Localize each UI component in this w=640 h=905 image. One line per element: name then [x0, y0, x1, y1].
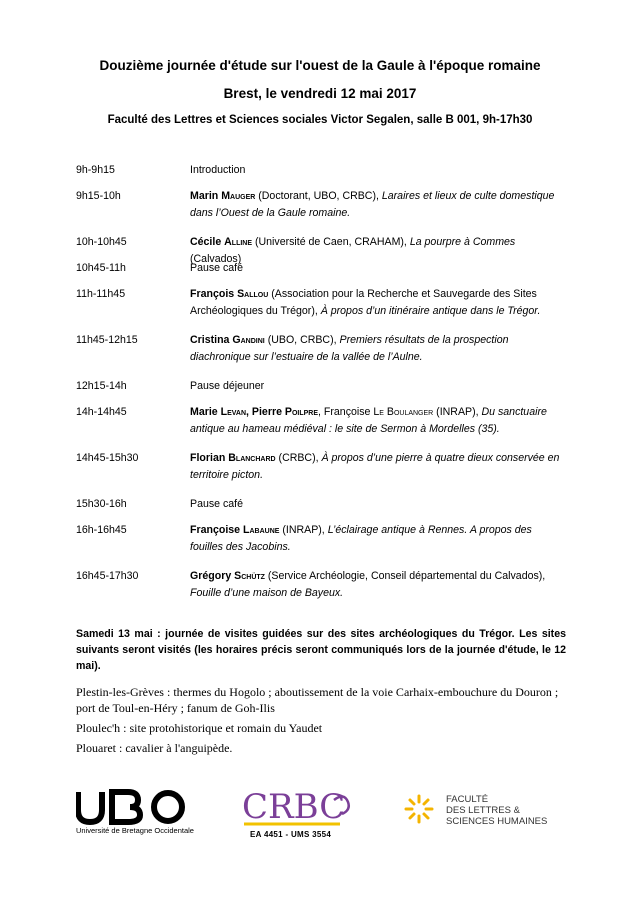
schedule-text-segment: (CRBC), — [275, 452, 322, 464]
schedule-time: 15h30-16h — [76, 498, 127, 510]
schedule-time: 10h-10h45 — [76, 236, 127, 248]
faculty-logo-text — [446, 794, 547, 827]
schedule-text-segment: Cécile — [190, 236, 225, 248]
schedule-text-segment: L’éclairage antique à Rennes. A propos des fouilles des Jacobins. — [190, 524, 532, 553]
schedule-text-segment: Cristina — [190, 334, 233, 346]
visit-plestin: Plestin-les-Grèves : thermes du Hogolo ; aboutissement de la voie Carhaix-embouchure du Douron ; port de Toul-en-Héry ; fanum de Goh-Ilis — [76, 685, 559, 715]
schedule-time: 14h-14h45 — [76, 406, 127, 418]
schedule-time: 16h-16h45 — [76, 524, 127, 536]
schedule-text-segment: Fouille d’une maison de Bayeux. — [190, 587, 344, 599]
schedule-description — [190, 162, 560, 179]
schedule-text-segment: Pause café — [190, 498, 244, 510]
schedule-text-segment: Mauger — [221, 190, 256, 202]
schedule-text-segment: , Pierre — [246, 406, 285, 418]
schedule-time: 9h-9h15 — [76, 164, 115, 176]
visit-plouaret: Plouaret : cavalier à l'anguipède. — [76, 741, 233, 755]
schedule-text-segment: Pause déjeuner — [190, 380, 265, 392]
schedule-description — [190, 188, 560, 222]
schedule-text-segment: Schütz — [234, 570, 265, 582]
schedule-time: 10h45-11h — [76, 262, 126, 274]
schedule-text-segment: Françoise — [190, 524, 243, 536]
schedule-description — [190, 496, 560, 513]
logos-row — [0, 780, 640, 850]
schedule-time: 11h-11h45 — [76, 288, 126, 300]
sun-icon — [404, 794, 434, 824]
event-date: Brest, le vendredi 12 mai 2017 — [223, 86, 417, 101]
schedule-time: 11h45-12h15 — [76, 334, 138, 346]
schedule-description — [190, 332, 560, 366]
crbc-caption: EA 4451 - UMS 3554 — [250, 830, 332, 839]
schedule-text-segment: Le Boulanger — [373, 406, 434, 418]
schedule-text-segment: La pourpre à Commes — [409, 236, 516, 248]
schedule-text-segment: (Université de Caen, CRAHAM), — [252, 236, 410, 248]
faculty-line: SCIENCES HUMAINES — [446, 816, 548, 827]
schedule-text-segment: Levan — [220, 406, 247, 418]
schedule-description — [190, 378, 560, 395]
schedule-text-segment: Premiers résultats de la prospection diachronique sur l’estuaire de la vallée de l’Aulne. — [190, 334, 509, 363]
schedule-description — [190, 450, 560, 484]
schedule-text-segment: Pause café — [190, 262, 244, 274]
schedule-text-segment: , Françoise — [318, 406, 374, 418]
crbc-mark: CRBC — [242, 787, 346, 827]
schedule-description — [190, 286, 560, 320]
schedule-description — [190, 260, 560, 277]
event-venue: Faculté des Lettres et Sciences sociales Victor Segalen, salle B 001, 9h-17h30 — [107, 114, 533, 126]
schedule-text-segment: Alline — [224, 236, 253, 248]
schedule-text-segment: Marin — [190, 190, 222, 202]
schedule-text-segment: Poilpre — [284, 406, 319, 418]
schedule-text-segment: (Doctorant, UBO, CRBC), — [255, 190, 382, 202]
schedule-text-segment: (INRAP), — [433, 406, 482, 418]
schedule-text-segment: Marie — [190, 406, 221, 418]
schedule-time: 9h15-10h — [76, 190, 121, 202]
schedule-text-segment: (Association pour la Recherche et Sauvegarde des Sites Archéologiques du Trégor), — [190, 288, 537, 317]
schedule-description — [190, 522, 560, 556]
schedule-text-segment: Labaune — [243, 524, 280, 536]
schedule-text-segment: Blanchard — [228, 452, 276, 464]
schedule-time: 16h45-17h30 — [76, 570, 139, 582]
schedule-time: 12h15-14h — [76, 380, 127, 392]
schedule-text-segment: François — [190, 288, 238, 300]
schedule-text-segment: Du sanctuaire antique au hameau médiéval : le site de Sermon à Mordelles (35). — [190, 406, 547, 435]
schedule-description — [190, 568, 560, 602]
faculty-line: DES LETTRES & — [446, 805, 520, 816]
schedule-text-segment: (UBO, CRBC), — [264, 334, 340, 346]
schedule-text-segment: À propos d’un itinéraire antique dans le Trégor. — [320, 305, 541, 317]
visit-ploulech: Ploulec'h : site protohistorique et romain du Yaudet — [76, 721, 323, 735]
schedule-description — [190, 404, 560, 438]
ubo-caption: Université de Bretagne Occidentale — [76, 826, 194, 835]
faculty-line: FACULTÉ — [446, 794, 489, 805]
schedule-time: 14h45-15h30 — [76, 452, 139, 464]
schedule-text-segment: (Service Archéologie, Conseil départemental du Calvados), — [264, 570, 546, 582]
schedule-text-segment: Florian — [190, 452, 229, 464]
schedule-text-segment: Gandini — [232, 334, 265, 346]
saturday-intro: Samedi 13 mai : journée de visites guidées sur des sites archéologiques du Trégor. Les sites suivants seront visités (les horaires précis seront communiqués lors de la journée d'étude, le 12 mai). — [76, 628, 566, 672]
schedule-text-segment: Laraires et lieux de culte domestique dans l’Ouest de la Gaule romaine. — [190, 190, 555, 219]
event-title: Douzième journée d'étude sur l'ouest de la Gaule à l'époque romaine — [99, 58, 541, 73]
schedule-text-segment: (Calvados) — [190, 253, 242, 265]
schedule-text-segment: Sallou — [237, 288, 269, 300]
schedule-text-segment: À propos d’une pierre à quatre dieux conservée en territoire picton. — [190, 452, 560, 481]
schedule-text-segment: (INRAP), — [279, 524, 328, 536]
schedule-text-segment: Introduction — [190, 164, 246, 176]
schedule-text-segment: Grégory — [190, 570, 235, 582]
